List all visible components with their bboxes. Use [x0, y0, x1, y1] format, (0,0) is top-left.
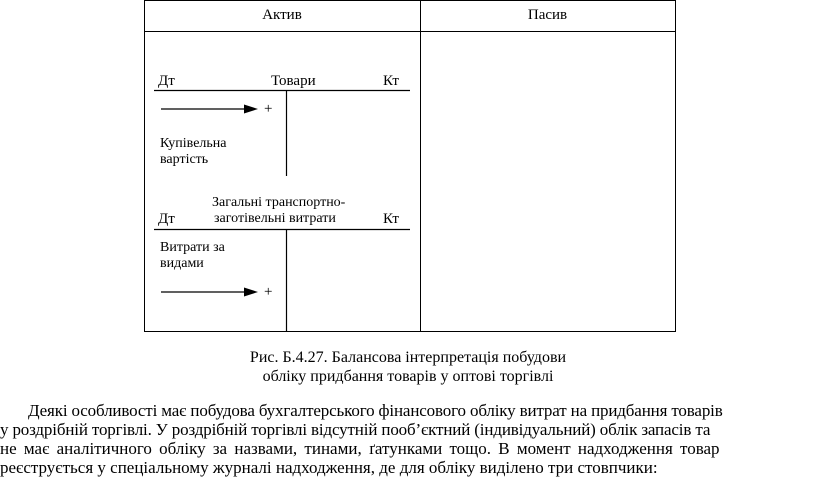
transport-credit-label: Кт: [383, 211, 399, 227]
header-active: Актив: [262, 7, 302, 23]
transport-debit-label: Дт: [158, 211, 175, 227]
goods-debit-label: Дт: [158, 73, 175, 89]
transport-title-line1: Загальні транспортно-: [212, 195, 346, 210]
goods-arrow-head-icon: [244, 105, 258, 114]
paragraph-line-2: у роздрібній торгівлі. У роздрібній торгівлі відсутній пооб’єктний (індивідуальний) облік запасів та: [0, 420, 711, 439]
transport-title-line2: заготівельні витрати: [214, 211, 336, 226]
goods-note-line2: вартість: [160, 152, 209, 167]
paragraph-line-3: не має аналітичного обліку за назвами, тинами, ґатунками тощо. В момент надходження товар: [0, 439, 720, 458]
figure-caption-line1: Рис. Б.4.27. Балансова інтерпретація побудови: [249, 349, 567, 366]
paragraph-line-1: Деякі особливості має побудова бухгалтерського фінансового обліку витрат на придбання товарів: [28, 401, 723, 420]
header-passive: Пасив: [527, 7, 568, 23]
transport-note-line2: видами: [160, 256, 204, 271]
transport-arrow-head-icon: [244, 288, 258, 297]
paragraph-line-4: реєструється у спеціальному журналі надходження, де для обліку виділено три стовпчики:: [0, 458, 658, 477]
goods-plus-sign: +: [264, 101, 273, 117]
balance-table-border: [145, 1, 676, 332]
goods-credit-label: Кт: [383, 73, 399, 89]
transport-plus-sign: +: [264, 284, 273, 300]
figure-caption-line2: обліку придбання товарів у оптові торгівлі: [262, 368, 554, 385]
transport-note-line1: Витрати за: [160, 240, 225, 255]
goods-account-title: Товари: [271, 73, 316, 89]
goods-note-line1: Купівельна: [160, 136, 227, 151]
body-paragraph: [0, 401, 816, 477]
